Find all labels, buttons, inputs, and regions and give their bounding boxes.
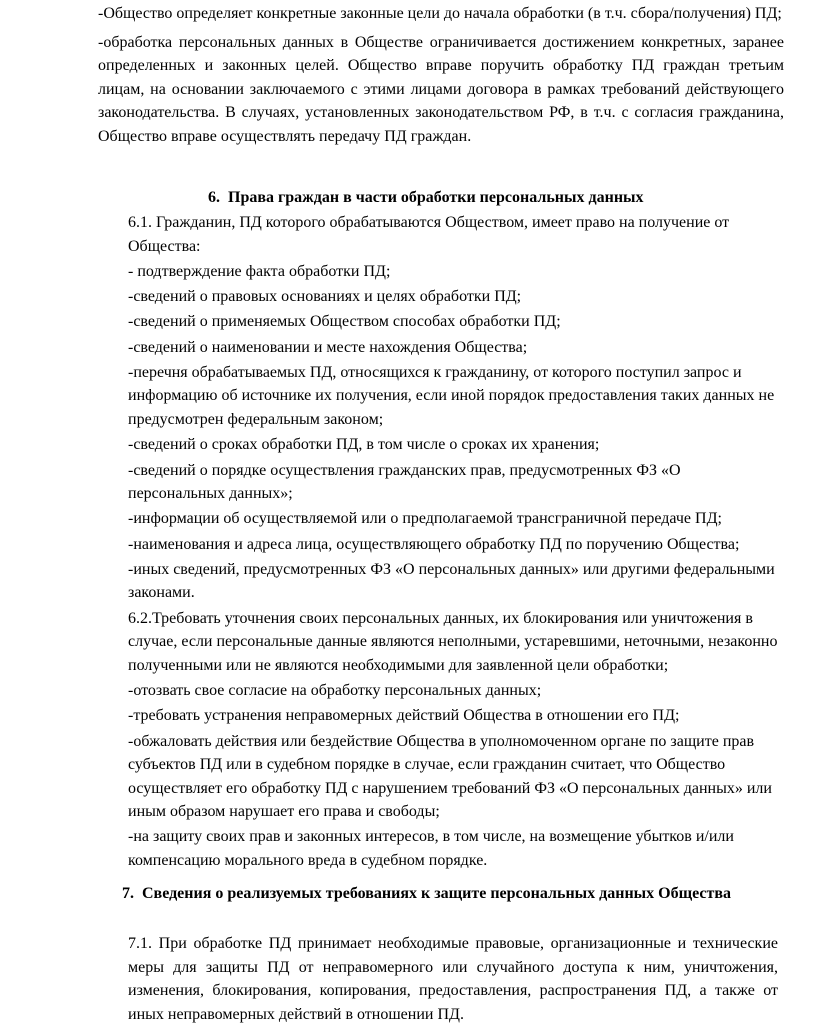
section-6-list <box>128 211 778 874</box>
section-6-item: -информации об осуществляемой или о предполагаемой трансграничной передаче ПД; <box>128 510 722 528</box>
section-6-item: 6.1. Гражданин, ПД которого обрабатываются Обществом, имеет право на получение от Общества: <box>128 214 730 255</box>
section-6-item: -сведений о наименовании и месте нахождения Общества; <box>128 338 528 356</box>
intro-paragraph-2: -обработка персональных данных в Обществе ограничивается достижением конкретных, заранее определенных и законных целей. Общество вправе поручить обработку ПД граждан третьим лицам, на основании заключаемого с этими лицами договора в рамках требований действующего законодательства. В случаях, установленных законодательством РФ, в т.ч. с согласия гражданина, Общество вправе осуществлять передачу ПД граждан. <box>98 33 784 145</box>
section-6-item: - подтверждение факта обработки ПД; <box>128 262 391 280</box>
section-6-item: -сведений о правовых основаниях и целях обработки ПД; <box>128 288 522 306</box>
section-6-heading: 6. Права граждан в части обработки персональных данных <box>208 189 644 206</box>
section-6-item: -сведений о сроках обработки ПД, в том числе о сроках их хранения; <box>128 436 600 454</box>
section-6-item: 6.2.Требовать уточнения своих персональных данных, их блокирования или уничтожения в случае, если персональные данные являются неполными, устаревшими, неточными, незаконно полученными или не являются необходимыми для заявленной цели обработки; <box>128 609 778 674</box>
section-6-item: -перечня обрабатываемых ПД, относящихся к гражданину, от которого поступил запрос и информацию об источнике их получения, если иной порядок предоставления таких данных не предусмотрен федеральным законом; <box>128 363 775 428</box>
section-6-item: -сведений о порядке осуществления гражданских прав, предусмотренных ФЗ «О персональных данных»; <box>128 461 681 503</box>
intro-paragraph-1: -Общество определяет конкретные законные цели до начала обработки (в т.ч. сбора/получения) ПД; <box>98 5 782 22</box>
section-6-item: -наименования и адреса лица, осуществляющего обработку ПД по поручению Общества; <box>128 535 740 553</box>
section-7-heading: 7. Сведения о реализуемых требованиях к защите персональных данных Общества <box>122 885 732 902</box>
section-6-item: -отозвать свое согласие на обработку персональных данных; <box>128 682 542 700</box>
section-6-item: -обжаловать действия или бездействие Общества в уполномоченном органе по защите прав субъектов ПД или в судебном порядке в случае, если гражданин считает, что Общество осуществляет его обработку ПД с нарушением требований ФЗ «О персональных данных» или иным образом нарушает его права и свободы; <box>128 732 772 821</box>
intro-paragraphs <box>98 2 784 153</box>
section-6-item: -на защиту своих прав и законных интересов, в том числе, на возмещение убытков и/или компенсацию морального вреда в судебном порядке. <box>128 828 734 869</box>
section-7-paragraph-1: 7.1. При обработке ПД принимает необходимые правовые, организационные и технические меры для защиты ПД от неправомерного или случайного доступа к ним, уничтожения, изменения, блокирования, копирования, предоставления, распространения ПД, а также от иных неправомерных действий в отношении ПД. <box>128 935 778 1023</box>
section-6-item: -требовать устранения неправомерных действий Общества в отношении его ПД; <box>128 707 680 725</box>
section-6-item: -иных сведений, предусмотренных ФЗ «О персональных данных» или другими федеральными законами. <box>128 560 775 602</box>
section-6-item: -сведений о применяемых Обществом способах обработки ПД; <box>128 313 561 331</box>
